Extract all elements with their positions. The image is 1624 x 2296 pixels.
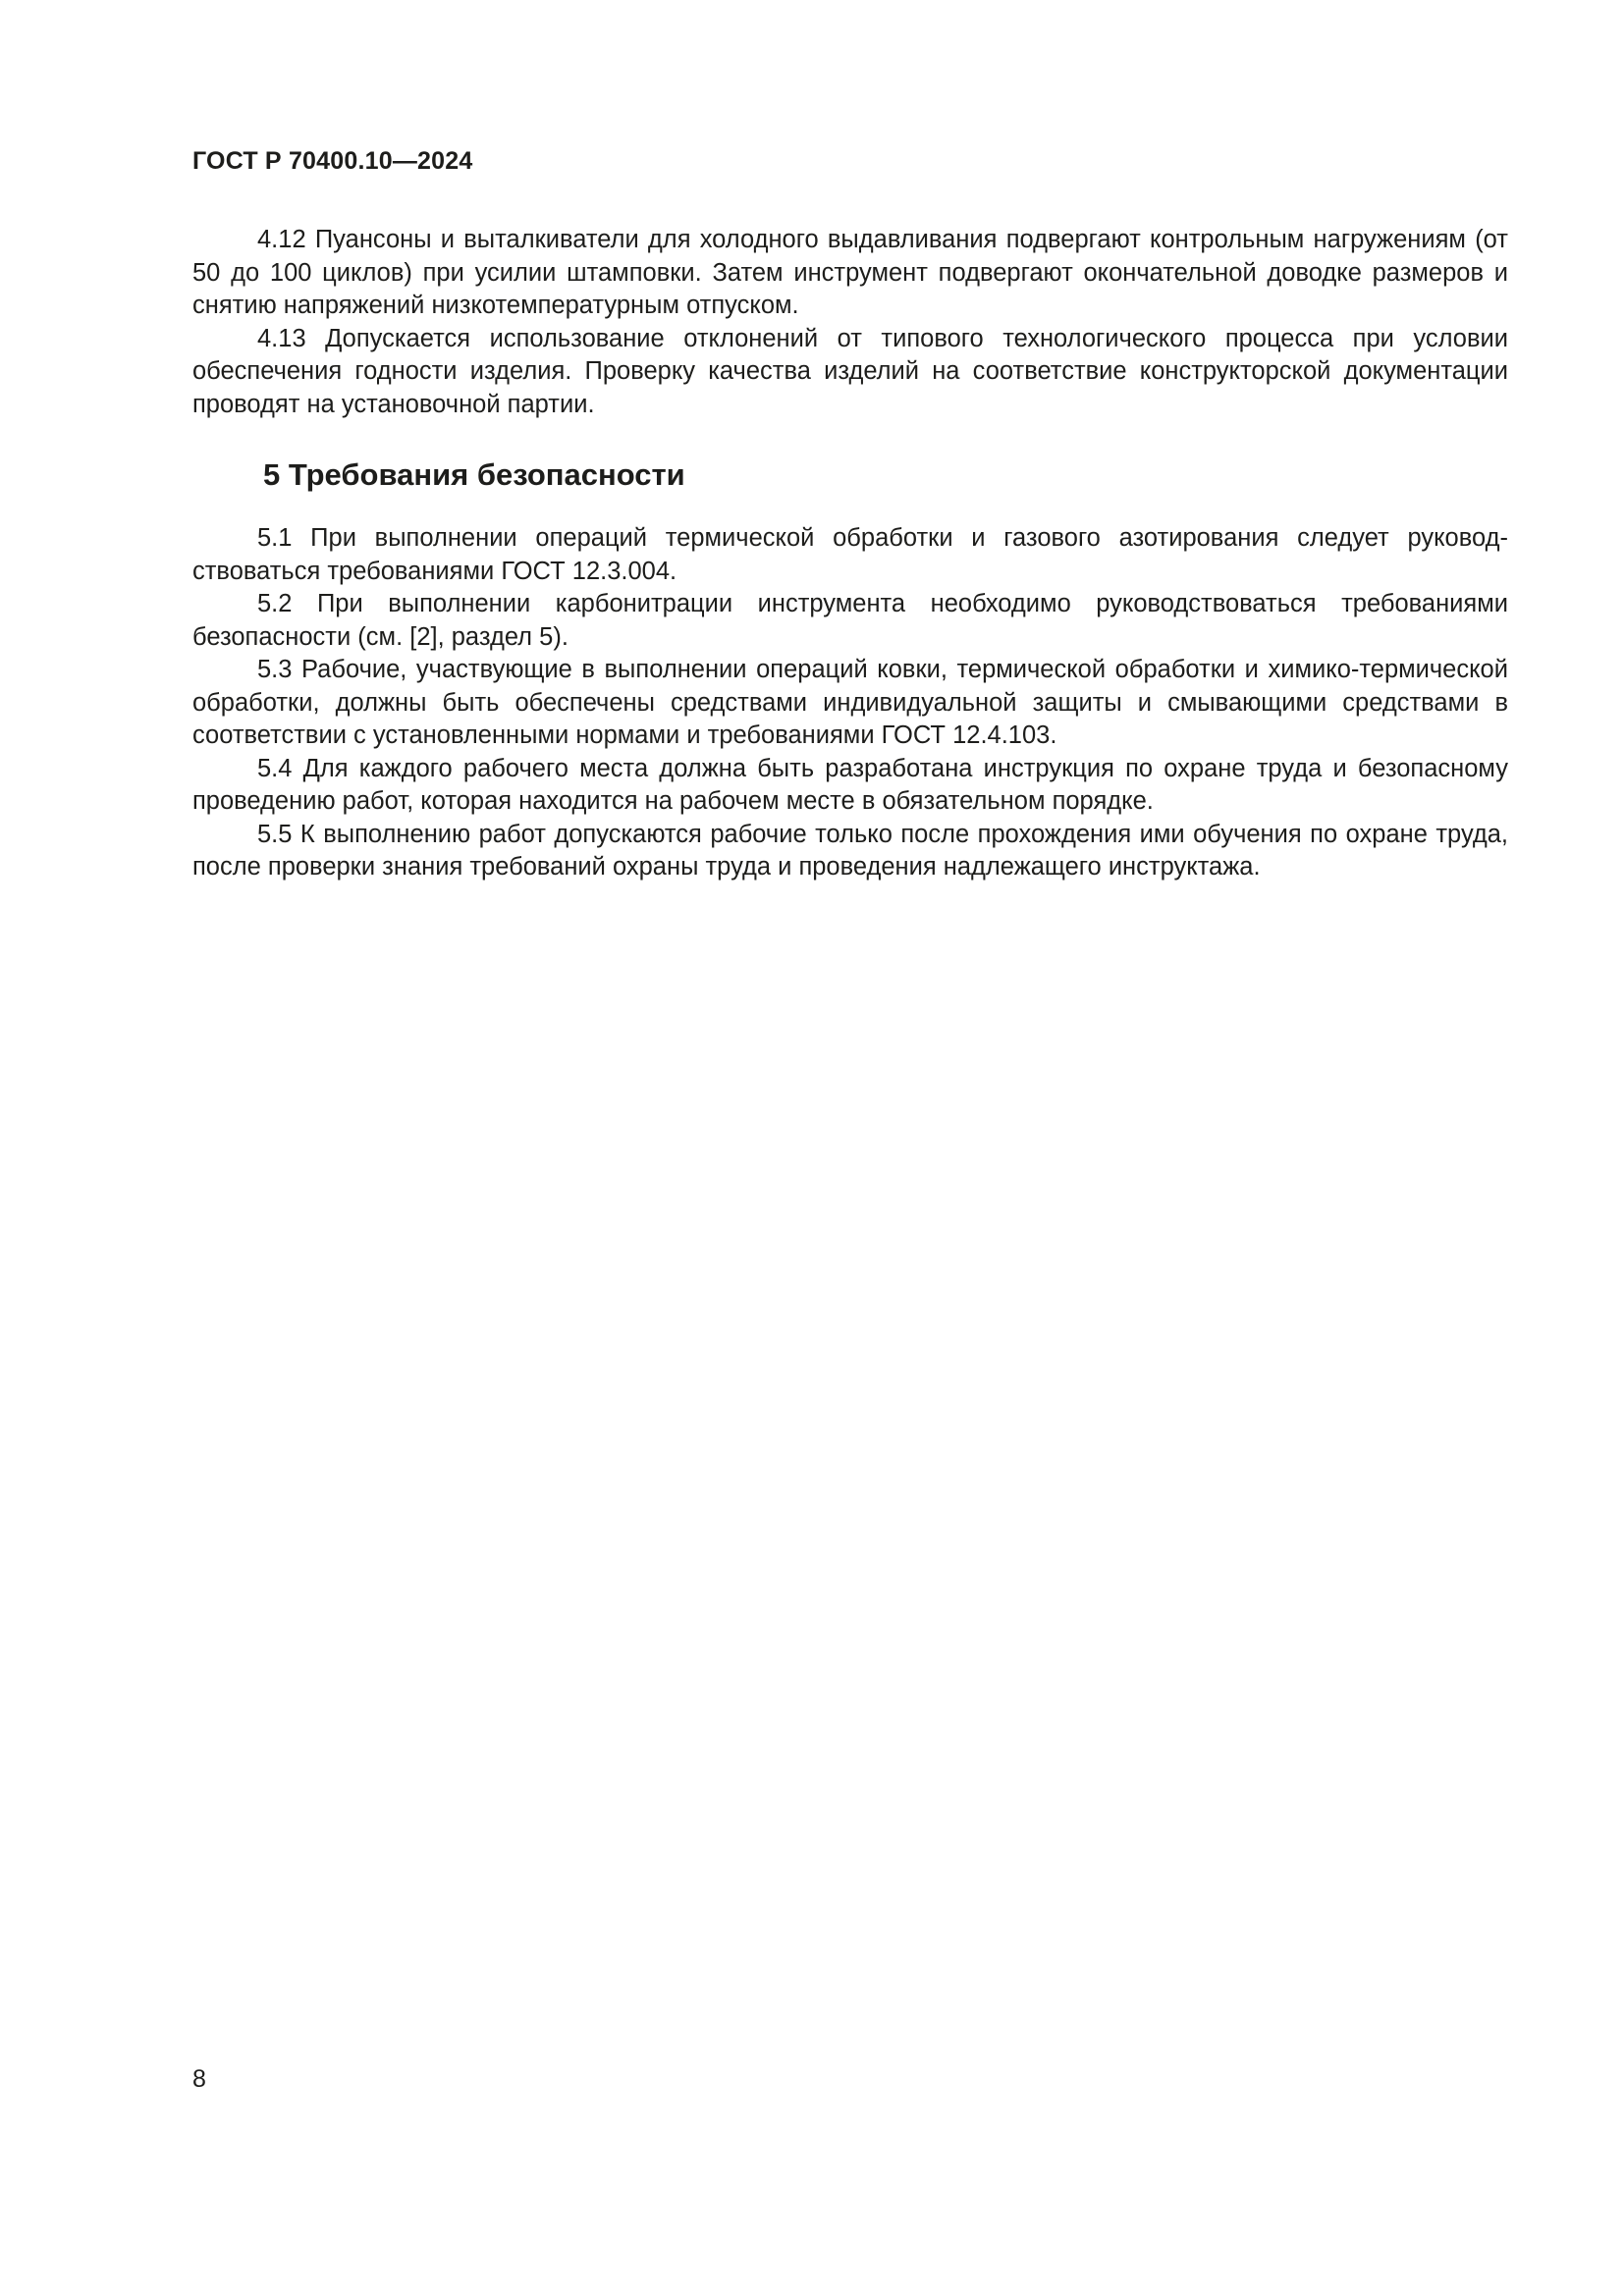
section-5-body <box>192 522 1508 884</box>
paragraph-5-1: 5.1 При выполнении операций термической обработки и газового азотирования следует руководствоваться требованиями ГОСТ 12.3.004. <box>192 524 1508 585</box>
paragraph-5-5: 5.5 К выполнению работ допускаются рабочие только после прохождения ими обучения по охране труда, после проверки знания требований охраны труда и проведения надлежащего инструктажа. <box>192 820 1508 881</box>
document-header-code: ГОСТ Р 70400.10—2024 <box>192 147 473 175</box>
paragraph-5-2: 5.2 При выполнении карбонитрации инструмента необходимо руководствоваться требованиями безопасности (см. [2], раздел 5). <box>192 590 1508 651</box>
paragraph-4-13: 4.13 Допускается использование отклонений от типового технологического процесса при условии обеспечения годности изделия. Проверку качества изделий на соответствие конструкторской документации проводят на установочной партии. <box>192 324 1508 418</box>
clause-4-body <box>192 224 1508 421</box>
page-number: 8 <box>192 2065 206 2093</box>
paragraph-4-12: 4.12 Пуансоны и выталкиватели для холодного выдавливания подвергают контрольным нагружениям (от 50 до 100 циклов) при усилии штамповки. Затем инструмент подвергают окончательной доводке размеров и снятию напряжений низкотемпературным отпуском. <box>192 226 1508 319</box>
section-5-title: 5 Требования безопасности <box>263 457 685 492</box>
paragraph-5-3: 5.3 Рабочие, участвующие в выполнении операций ковки, термической обработки и химико-термической обработки, должны быть обеспечены средствами индивидуальной защиты и смывающими средствами в соответствии с установленными нормами и требованиями ГОСТ 12.4.103. <box>192 656 1508 749</box>
paragraph-5-4: 5.4 Для каждого рабочего места должна быть разработана инструкция по охране труда и безопасному проведению работ, которая находится на рабочем месте в обязательном порядке. <box>192 754 1508 815</box>
